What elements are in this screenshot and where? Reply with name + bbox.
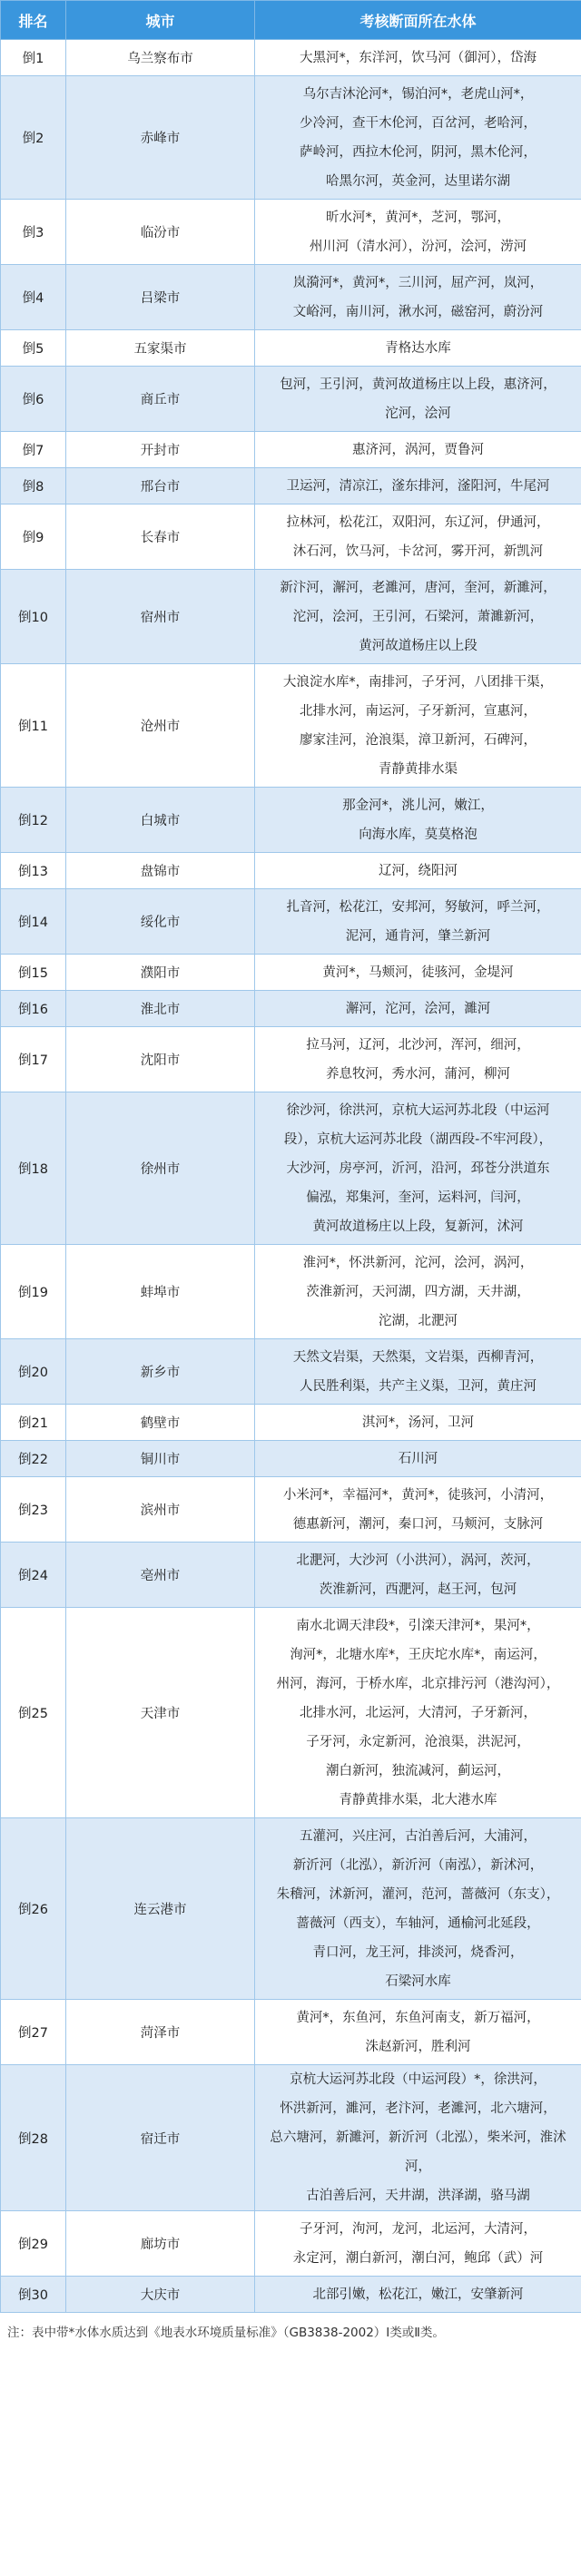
row-rank: 倒2 [1,76,66,200]
row-water: 卫运河，清凉江，滏东排河，滏阳河，牛尾河 [255,468,581,504]
row-city: 绥化市 [66,889,255,955]
table-row [1,1027,581,1092]
table-row [1,955,581,991]
table-row [1,664,581,788]
table-body [1,40,581,2313]
row-city: 蚌埠市 [66,1245,255,1339]
row-city: 宿州市 [66,570,255,664]
row-rank: 倒24 [1,1543,66,1608]
table-row [1,991,581,1027]
row-rank: 倒3 [1,200,66,265]
row-water: 子牙河，泃河，龙河，北运河，大清河， 永定河，潮白新河，潮白河，鲍邱（武）河 [255,2211,581,2277]
row-water: 扎音河，松花江，安邦河，努敏河，呼兰河， 泥河，通肯河，肇兰新河 [255,889,581,955]
table-row [1,1405,581,1441]
row-rank: 倒17 [1,1027,66,1092]
table-row [1,1608,581,1818]
row-water: 青格达水库 [255,330,581,367]
table-row [1,1818,581,2000]
row-rank: 倒4 [1,265,66,330]
row-water: 乌尔吉沐沦河*，锡泊河*，老虎山河*， 少冷河，查干木伦河，百岔河，老哈河， 萨岭河，西拉木伦河，阴河，黑木伦河， 哈黑尔河，英金河，达里诺尔湖 [255,76,581,200]
table-row [1,889,581,955]
row-city: 徐州市 [66,1092,255,1245]
row-water: 淮河*，怀洪新河，沱河，浍河，涡河， 茨淮新河，天河湖，四方湖，天井湖， 沱湖，北淝河 [255,1245,581,1339]
row-city: 大庆市 [66,2277,255,2313]
row-water: 那金河*，洮儿河，嫩江， 向海水库，莫莫格泡 [255,788,581,853]
header-water: 考核断面所在水体 [255,1,581,40]
row-rank: 倒7 [1,432,66,468]
row-city: 赤峰市 [66,76,255,200]
table-row [1,367,581,432]
row-rank: 倒22 [1,1441,66,1477]
row-rank: 倒6 [1,367,66,432]
row-rank: 倒13 [1,853,66,889]
row-water: 北淝河，大沙河（小洪河），涡河，茨河， 茨淮新河，西淝河，赵王河，包河 [255,1543,581,1608]
row-city: 沈阳市 [66,1027,255,1092]
row-rank: 倒16 [1,991,66,1027]
row-city: 白城市 [66,788,255,853]
row-city: 盘锦市 [66,853,255,889]
row-water: 徐沙河，徐洪河，京杭大运河苏北段（中运河 段），京杭大运河苏北段（湖西段-不牢河段）， 大沙河，房亭河，沂河，沿河，邳苍分洪道东 偏泓，郑集河，奎河，运料河，闫河， 黄河故道杨庄以上段，复新河，沭河 [255,1092,581,1245]
row-city: 连云港市 [66,1818,255,2000]
row-water: 黄河*，东鱼河，东鱼河南支，新万福河， 洙赵新河，胜利河 [255,2000,581,2065]
table-row [1,2277,581,2313]
row-rank: 倒9 [1,504,66,570]
row-city: 沧州市 [66,664,255,788]
row-rank: 倒19 [1,1245,66,1339]
row-city: 廊坊市 [66,2211,255,2277]
row-water: 新汴河，澥河，老濉河，唐河，奎河，新濉河， 沱河，浍河，王引河，石梁河，萧濉新河， 黄河故道杨庄以上段 [255,570,581,664]
header-rank: 排名 [1,1,66,40]
table-row [1,1441,581,1477]
table-row [1,1543,581,1608]
row-water: 大浪淀水库*，南排河，子牙河，八团排干渠， 北排水河，南运河，子牙新河，宣惠河， 廖家洼河，沧浪渠，漳卫新河，石碑河， 青静黄排水渠 [255,664,581,788]
row-city: 吕梁市 [66,265,255,330]
header-city: 城市 [66,1,255,40]
table-row [1,76,581,200]
row-city: 长春市 [66,504,255,570]
row-rank: 倒25 [1,1608,66,1818]
row-rank: 倒23 [1,1477,66,1543]
row-water: 拉马河，辽河，北沙河，浑河，细河， 养息牧河，秀水河，蒲河，柳河 [255,1027,581,1092]
row-rank: 倒21 [1,1405,66,1441]
row-water: 昕水河*，黄河*，芝河，鄂河， 州川河（清水河），汾河，浍河，涝河 [255,200,581,265]
row-water: 惠济河，涡河，贾鲁河 [255,432,581,468]
row-rank: 倒27 [1,2000,66,2065]
table-row [1,468,581,504]
table-row [1,432,581,468]
row-city: 五家渠市 [66,330,255,367]
row-water: 包河，王引河，黄河故道杨庄以上段，惠济河， 沱河，浍河 [255,367,581,432]
row-city: 商丘市 [66,367,255,432]
row-water: 岚漪河*，黄河*，三川河，屈产河，岚河， 文峪河，南川河，湫水河，磁窑河，蔚汾河 [255,265,581,330]
row-water: 北部引嫩，松花江，嫩江，安肇新河 [255,2277,581,2313]
row-rank: 倒18 [1,1092,66,1245]
row-water: 南水北调天津段*，引滦天津河*，果河*， 洵河*，北塘水库*，王庆坨水库*，南运河， 州河，海河，于桥水库，北京排污河（港沟河）， 北排水河，北运河，大清河，子牙新河， 子牙河，永定新河，沧浪渠，洪泥河， 潮白新河，独流减河，蓟运河， 青静黄排水渠，北大港水库 [255,1608,581,1818]
table-row [1,788,581,853]
row-city: 鹤壁市 [66,1405,255,1441]
table-row [1,2000,581,2065]
row-city: 开封市 [66,432,255,468]
row-water: 小米河*，幸福河*，黄河*，徒骇河，小清河， 德惠新河，潮河，秦口河，马颊河，支脉河 [255,1477,581,1543]
row-city: 邢台市 [66,468,255,504]
row-rank: 倒20 [1,1339,66,1405]
row-rank: 倒10 [1,570,66,664]
row-rank: 倒26 [1,1818,66,2000]
row-city: 濮阳市 [66,955,255,991]
row-city: 临汾市 [66,200,255,265]
table-row [1,853,581,889]
row-water: 大黑河*，东洋河，饮马河（御河），岱海 [255,40,581,76]
row-water: 淇河*，汤河，卫河 [255,1405,581,1441]
row-city: 淮北市 [66,991,255,1027]
row-rank: 倒28 [1,2065,66,2211]
table-row [1,1339,581,1405]
row-rank: 倒1 [1,40,66,76]
row-rank: 倒11 [1,664,66,788]
table-row [1,200,581,265]
row-city: 新乡市 [66,1339,255,1405]
row-water: 澥河，沱河，浍河，濉河 [255,991,581,1027]
row-rank: 倒29 [1,2211,66,2277]
table-row [1,570,581,664]
table-row [1,1092,581,1245]
row-city: 宿迁市 [66,2065,255,2211]
row-city: 天津市 [66,1608,255,1818]
table-footnote: 注：表中带*水体水质达到《地表水环境质量标准》（GB3838-2002）Ⅰ类或Ⅱ类。 [7,2326,445,2340]
row-city: 亳州市 [66,1543,255,1608]
row-city: 滨州市 [66,1477,255,1543]
row-water: 辽河，绕阳河 [255,853,581,889]
table-row [1,504,581,570]
row-water: 拉林河，松花江，双阳河，东辽河，伊通河， 沐石河，饮马河，卡岔河，雾开河，新凯河 [255,504,581,570]
row-water: 天然文岩渠，天然渠，文岩渠，西柳青河， 人民胜利渠，共产主义渠，卫河，黄庄河 [255,1339,581,1405]
table-row [1,265,581,330]
row-rank: 倒8 [1,468,66,504]
table-row [1,1245,581,1339]
row-water: 五灌河，兴庄河，古泊善后河，大浦河， 新沂河（北泓），新沂河（南泓），新沭河， 朱稽河，沭新河，灌河，范河，蔷薇河（东支）， 蔷薇河（西支），车轴河，通榆河北延段， 青口河，龙王河，排淡河，烧香河， 石梁河水库 [255,1818,581,2000]
row-city: 菏泽市 [66,2000,255,2065]
table-row [1,1477,581,1543]
row-city: 乌兰察布市 [66,40,255,76]
row-water: 黄河*，马颊河，徒骇河，金堤河 [255,955,581,991]
row-rank: 倒5 [1,330,66,367]
table-row [1,2211,581,2277]
table-row [1,2065,581,2211]
row-rank: 倒12 [1,788,66,853]
row-water: 京杭大运河苏北段（中运河段）*，徐洪河， 怀洪新河，濉河，老汴河，老濉河，北六塘河， 总六塘河，新濉河，新沂河（北泓），柴米河，淮沭河， 古泊善后河，天井湖，洪泽湖，骆马湖 [255,2065,581,2211]
table-header-row [1,1,581,40]
row-water: 石川河 [255,1441,581,1477]
table-row [1,330,581,367]
row-rank: 倒14 [1,889,66,955]
row-city: 铜川市 [66,1441,255,1477]
row-rank: 倒15 [1,955,66,991]
row-rank: 倒30 [1,2277,66,2313]
table-row [1,40,581,76]
